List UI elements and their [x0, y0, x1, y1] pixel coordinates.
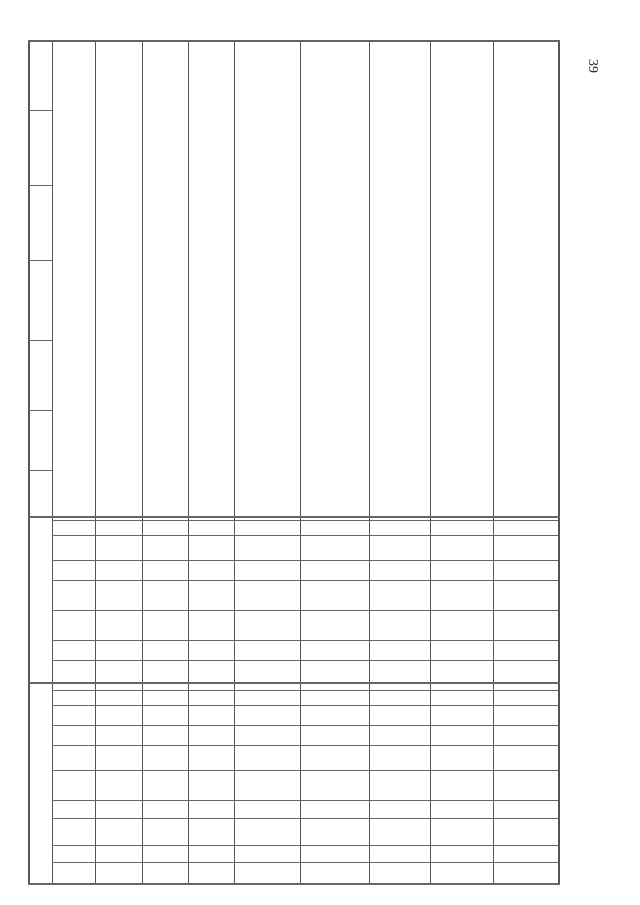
table-row-line: [52, 862, 558, 863]
table-row-line: [52, 725, 558, 726]
table-horizontal-line: [28, 40, 560, 42]
table-left-line: [28, 260, 52, 261]
table-row-line: [52, 580, 558, 581]
table-row-line: [52, 520, 558, 521]
table-row-line: [52, 610, 558, 611]
table-vertical-line: [28, 40, 30, 883]
table-vertical-line: [188, 40, 189, 883]
table-left-line: [28, 410, 52, 411]
table-row-line: [52, 560, 558, 561]
table-vertical-line: [142, 40, 143, 883]
table-vertical-line: [369, 40, 370, 883]
table-vertical-line: [52, 40, 53, 883]
table-vertical-line: [234, 40, 235, 883]
table-row-line: [52, 640, 558, 641]
table-row-line: [52, 818, 558, 819]
table-left-line: [28, 340, 52, 341]
table-row-line: [52, 535, 558, 536]
table-vertical-line: [95, 40, 96, 883]
table-left-line: [28, 110, 52, 111]
table-horizontal-line: [28, 516, 560, 518]
table-horizontal-line: [28, 883, 560, 885]
table-row-line: [52, 660, 558, 661]
table-row-line: [52, 705, 558, 706]
table-horizontal-line: [28, 682, 560, 684]
table-vertical-line: [558, 40, 560, 883]
table-left-line: [28, 470, 52, 471]
table-row-line: [52, 745, 558, 746]
table-left-line: [28, 185, 52, 186]
table-row-line: [52, 690, 558, 691]
table-row-line: [52, 845, 558, 846]
page-number: 39: [585, 59, 600, 73]
table-vertical-line: [430, 40, 431, 883]
table-vertical-line: [300, 40, 301, 883]
table-row-line: [52, 770, 558, 771]
table-vertical-line: [493, 40, 494, 883]
table-row-line: [52, 800, 558, 801]
